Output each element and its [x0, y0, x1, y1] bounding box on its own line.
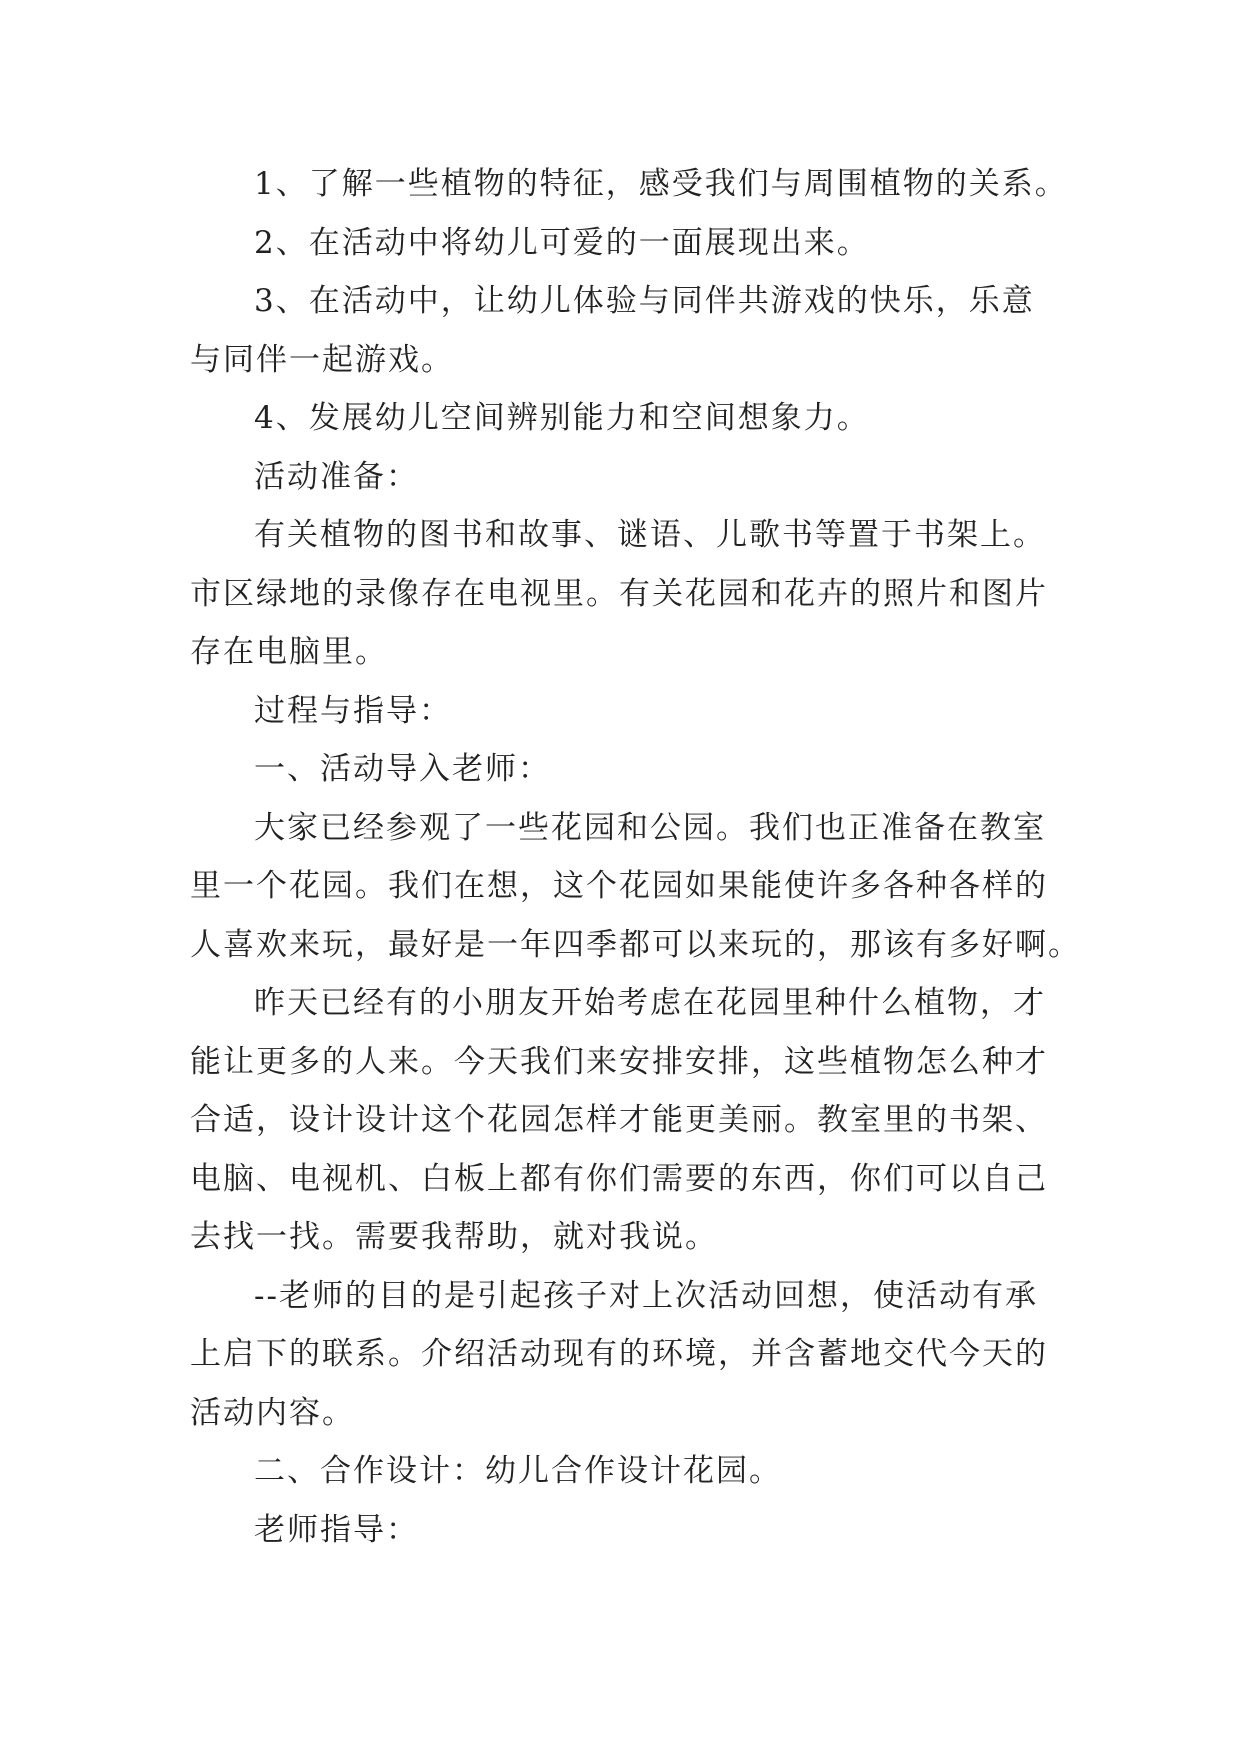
section-heading: [190, 682, 1070, 741]
section-heading: [190, 740, 1070, 799]
text-line: 4、发展幼儿空间辨别能力和空间想象力。: [254, 400, 870, 436]
section-heading: [190, 1442, 1070, 1501]
text-line: 大家已经参观了一些花园和公园。我们也正准备在教室: [254, 809, 1046, 846]
text-line: 二、合作设计：幼儿合作设计花园。: [254, 1453, 782, 1489]
text-line: 活动内容。: [190, 1394, 355, 1431]
section-heading: [190, 1501, 1070, 1560]
text-line: 上启下的联系。介绍活动现有的环境，并含蓄地交代今天的: [190, 1336, 1048, 1372]
paragraph: [190, 155, 1070, 214]
text-line: 1、了解一些植物的特征，感受我们与周围植物的关系。: [254, 166, 1068, 202]
paragraph: [190, 506, 1070, 682]
paragraph: [190, 1267, 1070, 1443]
text-line: 市区绿地的录像存在电视里。有关花园和花卉的照片和图片: [190, 575, 1048, 612]
paragraph: [190, 214, 1070, 273]
text-line: 3、在活动中，让幼儿体验与同伴共游戏的快乐，乐意: [254, 283, 1035, 319]
text-line: 里一个花园。我们在想，这个花园如果能使许多各种各样的: [190, 868, 1048, 904]
text-line: 与同伴一起游戏。: [190, 341, 454, 378]
text-line: 老师指导：: [254, 1511, 419, 1548]
text-line: 昨天已经有的小朋友开始考虑在花园里种什么植物，才: [254, 985, 1046, 1021]
text-line: 合适，设计设计这个花园怎样才能更美丽。教室里的书架、: [190, 1102, 1048, 1138]
paragraph: [190, 799, 1081, 975]
text-line: 活动准备：: [254, 458, 419, 495]
section-heading: [190, 448, 1070, 507]
text-line: 2、在活动中将幼儿可爱的一面展现出来。: [254, 224, 870, 261]
text-line: 人喜欢来玩，最好是一年四季都可以来玩的，那该有多好啊。: [190, 926, 1081, 963]
text-line: 去找一找。需要我帮助，就对我说。: [190, 1219, 718, 1255]
text-line: 能让更多的人来。今天我们来安排安排，这些植物怎么种才: [190, 1043, 1048, 1080]
text-line: 有关植物的图书和故事、谜语、儿歌书等置于书架上。: [254, 517, 1046, 553]
paragraph: [190, 272, 1070, 389]
text-line: --老师的目的是引起孩子对上次活动回想，使活动有承: [254, 1277, 1038, 1314]
text-line: 存在电脑里。: [190, 634, 388, 670]
paragraph: [190, 389, 1070, 448]
paragraph: [190, 974, 1070, 1267]
text-line: 过程与指导：: [254, 692, 452, 729]
text-line: 电脑、电视机、白板上都有你们需要的东西，你们可以自己: [190, 1160, 1048, 1197]
text-line: 一、活动导入老师：: [254, 751, 551, 787]
document-body: [190, 155, 1081, 1559]
